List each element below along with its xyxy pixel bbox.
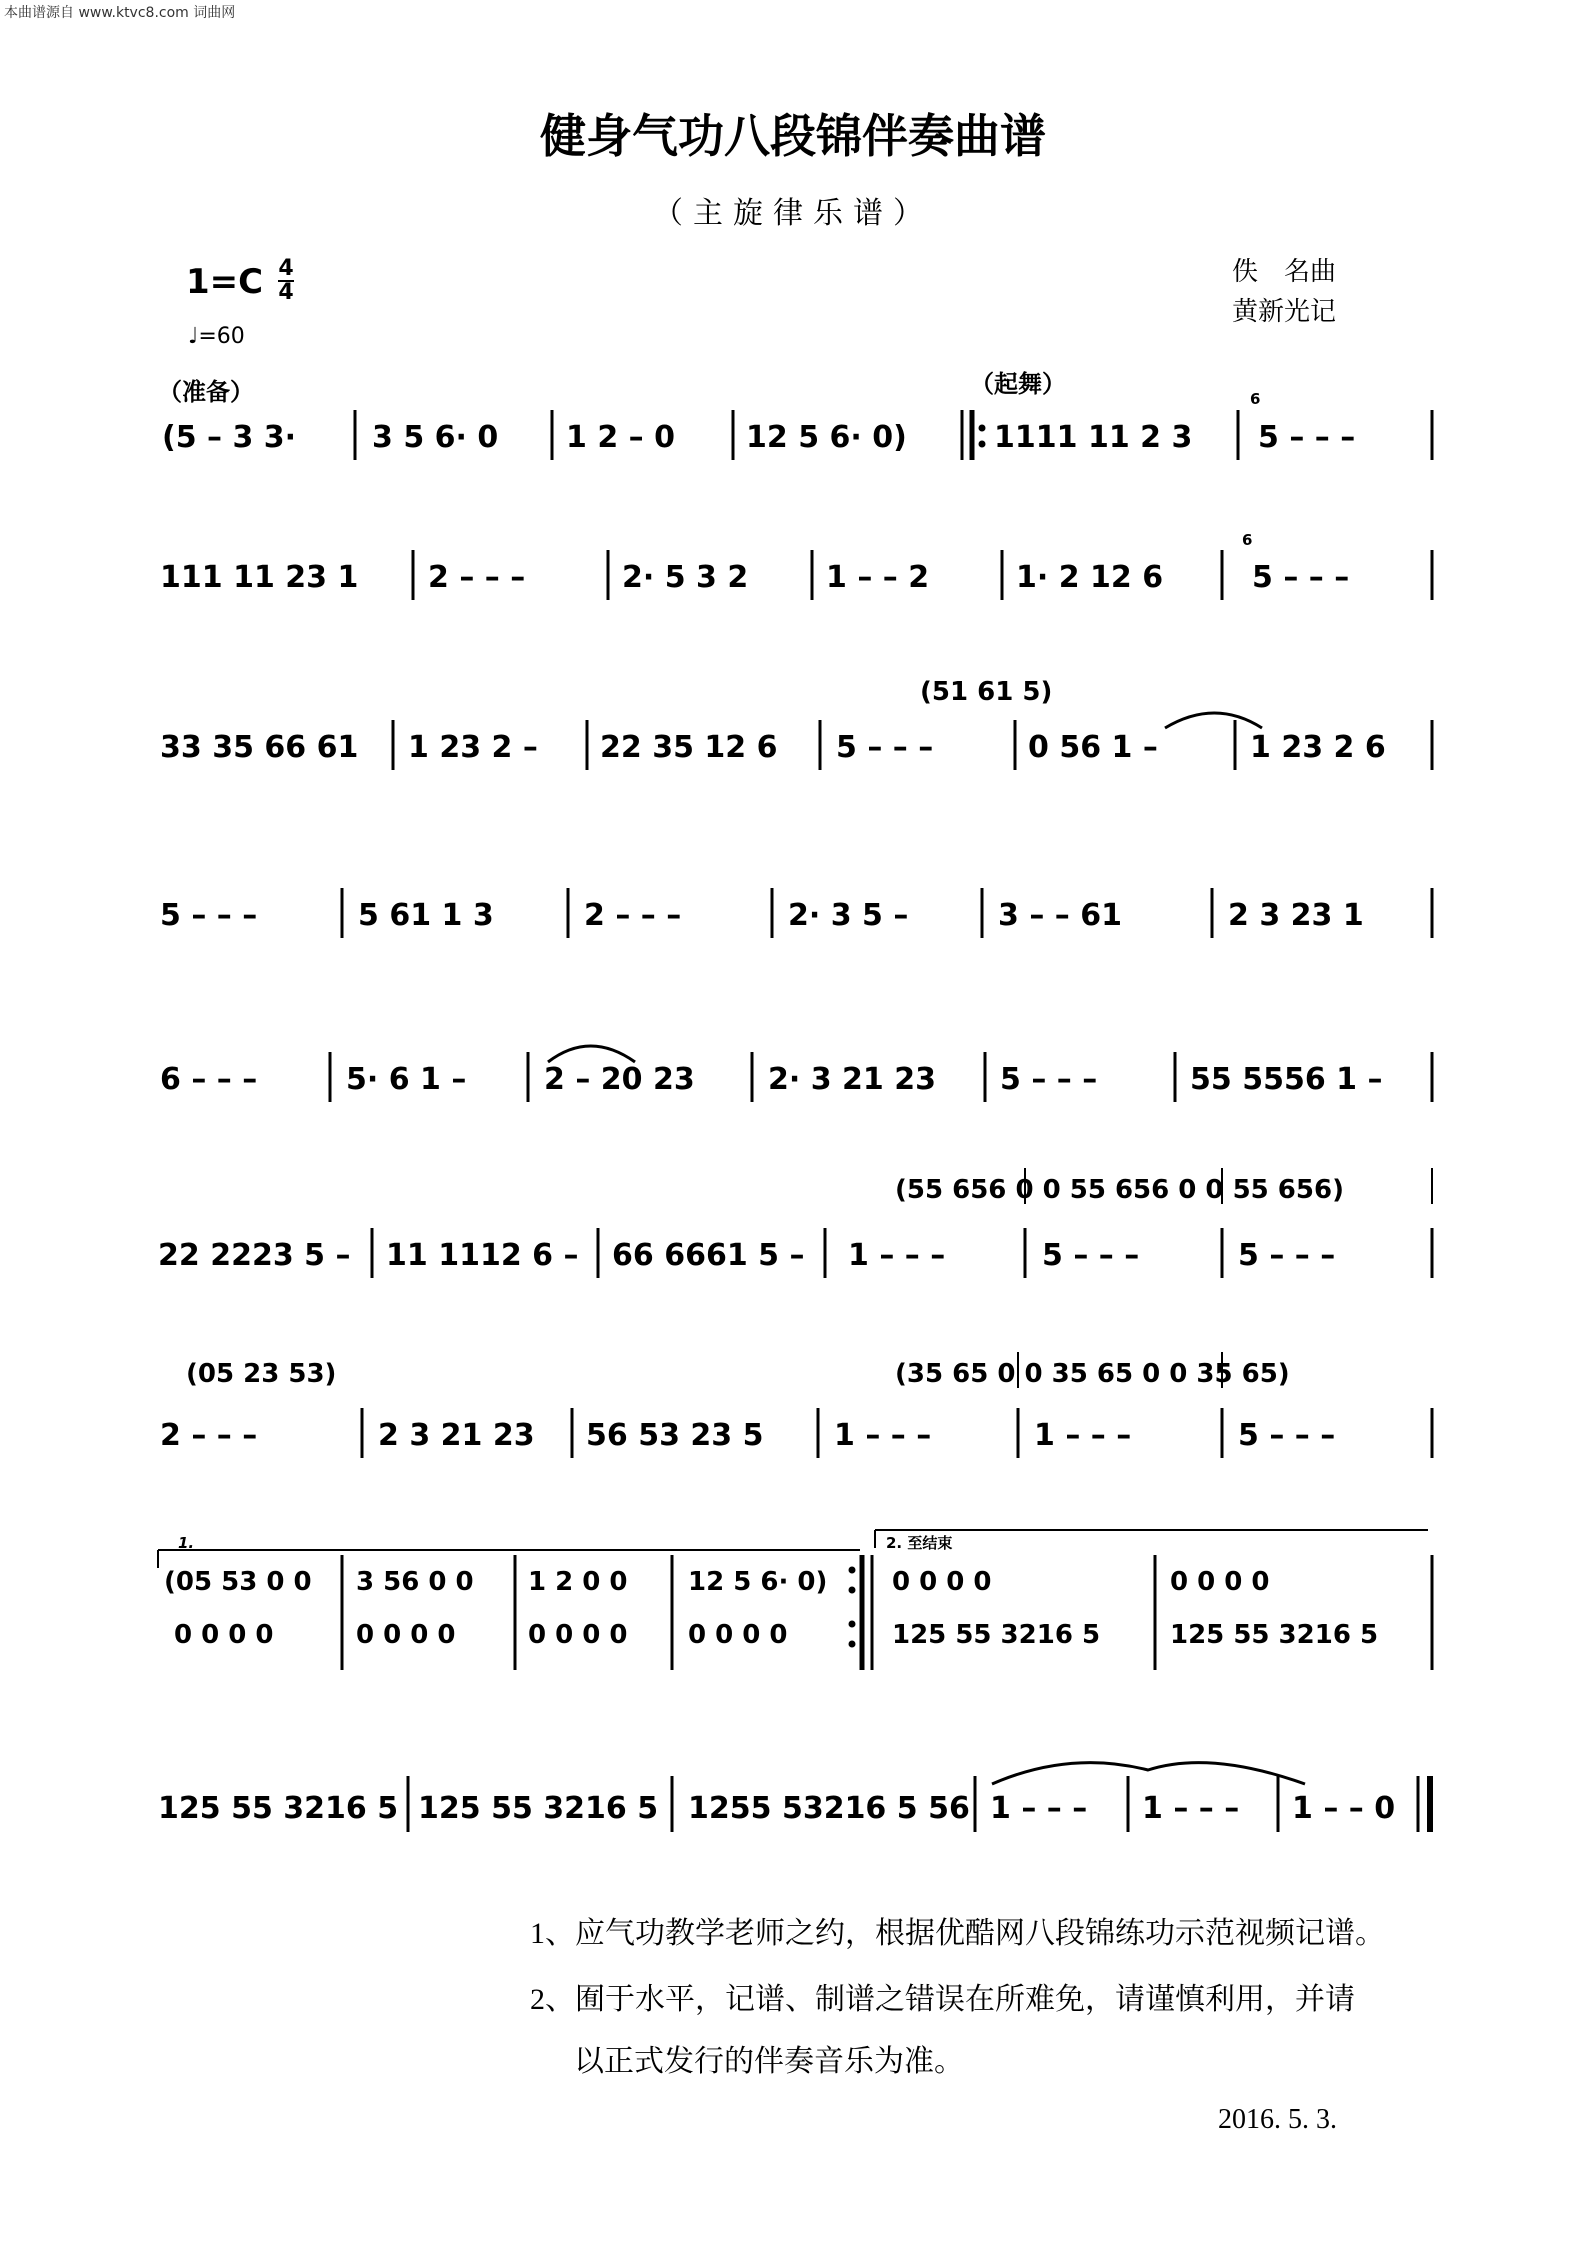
measure-2-6: 5 – – – — [1252, 560, 1350, 595]
measure-2-2: 2 – – – — [428, 560, 526, 595]
score-subtitle: （主旋律乐谱） — [653, 196, 933, 231]
lower-2: 0 0 0 0 — [356, 1620, 456, 1650]
upper-2: 3 56 0 0 — [356, 1567, 474, 1597]
measure-6-3: 66 6661 5 – — [612, 1238, 805, 1273]
note-3: 以正式发行的伴奏音乐为准。 — [574, 2045, 964, 2078]
measure-1-4: 12 5 6· 0) — [746, 420, 907, 455]
section-prepare: （准备） — [158, 378, 254, 406]
measure-5-4: 2· 3 21 23 — [768, 1062, 936, 1097]
measure-6-1: 22 2223 5 – — [158, 1238, 351, 1273]
grace-note: 6 — [1250, 390, 1261, 408]
upper-1: (05 53 0 0 — [164, 1567, 312, 1597]
source-header: 本曲谱源自 www.ktvc8.com 词曲网 — [4, 5, 236, 21]
measure-3-5: 0 56 1 – — [1028, 730, 1158, 765]
transcriber-line: 黄新光记 — [1232, 297, 1337, 327]
measure-5-1: 6 – – – — [160, 1062, 258, 1097]
lower-3: 0 0 0 0 — [528, 1620, 628, 1650]
date: 2016. 5. 3. — [1218, 2104, 1337, 2135]
measure-7-4: 1 – – – — [834, 1418, 932, 1453]
measure-2-5: 1· 2 12 6 — [1016, 560, 1164, 595]
measure-3-6: 1 23 2 6 — [1250, 730, 1386, 765]
measure-7-2: 2 3 21 23 — [378, 1418, 535, 1453]
measure-1-3: 1 2 – 0 — [566, 420, 675, 455]
measure-7-5: 1 – – – — [1034, 1418, 1132, 1453]
measure-4-3: 2 – – – — [584, 898, 682, 933]
measure-1-5: 1111 11 2 3 — [994, 420, 1193, 455]
section-dance: （起舞） — [970, 370, 1066, 398]
measure-3-4: 5 – – – — [836, 730, 934, 765]
lower-5: 125 55 3216 5 — [892, 1620, 1101, 1650]
measure-3-2: 1 23 2 – — [408, 730, 538, 765]
measure-5-3: 2 – 20 23 — [544, 1062, 695, 1097]
upper-3: 1 2 0 0 — [528, 1567, 628, 1597]
volta-1: 1. — [178, 1534, 195, 1552]
measure-5-6: 55 5556 1 – — [1190, 1062, 1383, 1097]
measure-6-2: 11 1112 6 – — [386, 1238, 579, 1273]
time-signature-top: 4 — [278, 256, 294, 281]
note-1: 1、应气功教学老师之约，根据优酷网八段锦练功示范视频记谱。 — [530, 1917, 1385, 1950]
measure-4-4: 2· 3 5 – — [788, 898, 909, 933]
measure-7-3: 56 53 23 5 — [586, 1418, 764, 1453]
measure-1-6: 5 – – – — [1258, 420, 1356, 455]
measure-6-5: 5 – – – — [1042, 1238, 1140, 1273]
measure-2-1: 111 11 23 1 — [160, 560, 359, 595]
tempo-marking: ♩=60 — [188, 324, 245, 349]
measure-4-2: 5 61 1 3 — [358, 898, 494, 933]
measure-3-1: 33 35 66 61 — [160, 730, 359, 765]
lower-6: 125 55 3216 5 — [1170, 1620, 1379, 1650]
measure-8-3: 1255 53216 5 56 — [688, 1791, 970, 1826]
time-signature-bottom: 4 — [278, 280, 294, 305]
measure-6-4: 1 – – – — [848, 1238, 946, 1273]
measure-8-2: 125 55 3216 5 — [418, 1791, 659, 1826]
cue-row3: (51 61 5) — [920, 677, 1053, 707]
key-signature: 1=C — [186, 262, 264, 302]
upper-5: 0 0 0 0 — [892, 1567, 992, 1597]
measure-4-6: 2 3 23 1 — [1228, 898, 1364, 933]
note-2: 2、囿于水平，记谱、制谱之错误在所难免，请谨慎利用，并请 — [530, 1983, 1355, 2016]
measure-2-4: 1 – – 2 — [826, 560, 930, 595]
score-title: 健身气功八段锦伴奏曲谱 — [540, 109, 1046, 163]
measure-7-6: 5 – – – — [1238, 1418, 1336, 1453]
cue-row6: (55 656 0 0 55 656 0 0 55 656) — [895, 1175, 1344, 1205]
measure-8-5: 1 – – – — [1142, 1791, 1240, 1826]
cue-row7b: (35 65 0 0 35 65 0 0 35 65) — [895, 1359, 1290, 1389]
lower-1: 0 0 0 0 — [174, 1620, 274, 1650]
composer-line: 佚 名曲 — [1232, 257, 1337, 287]
measure-6-6: 5 – – – — [1238, 1238, 1336, 1273]
measure-8-1: 125 55 3216 5 — [158, 1791, 399, 1826]
lower-4: 0 0 0 0 — [688, 1620, 788, 1650]
measure-1-1: (5 – 3 3· — [162, 420, 297, 455]
measure-1-2: 3 5 6· 0 — [372, 420, 499, 455]
upper-4: 12 5 6· 0) — [688, 1567, 828, 1597]
measure-5-2: 5· 6 1 – — [346, 1062, 467, 1097]
measure-5-5: 5 – – – — [1000, 1062, 1098, 1097]
measure-8-4: 1 – – – — [990, 1791, 1088, 1826]
measure-2-3: 2· 5 3 2 — [622, 560, 749, 595]
measure-7-1: 2 – – – — [160, 1418, 258, 1453]
measure-4-1: 5 – – – — [160, 898, 258, 933]
volta-2: 2. 至结束 — [886, 1534, 953, 1552]
measure-4-5: 3 – – 61 — [998, 898, 1122, 933]
cue-row7a: (05 23 53) — [186, 1359, 337, 1389]
upper-6: 0 0 0 0 — [1170, 1567, 1270, 1597]
grace-note-2: 6 — [1242, 531, 1253, 549]
measure-3-3: 22 35 12 6 — [600, 730, 778, 765]
measure-8-6: 1 – – 0 — [1292, 1791, 1396, 1826]
